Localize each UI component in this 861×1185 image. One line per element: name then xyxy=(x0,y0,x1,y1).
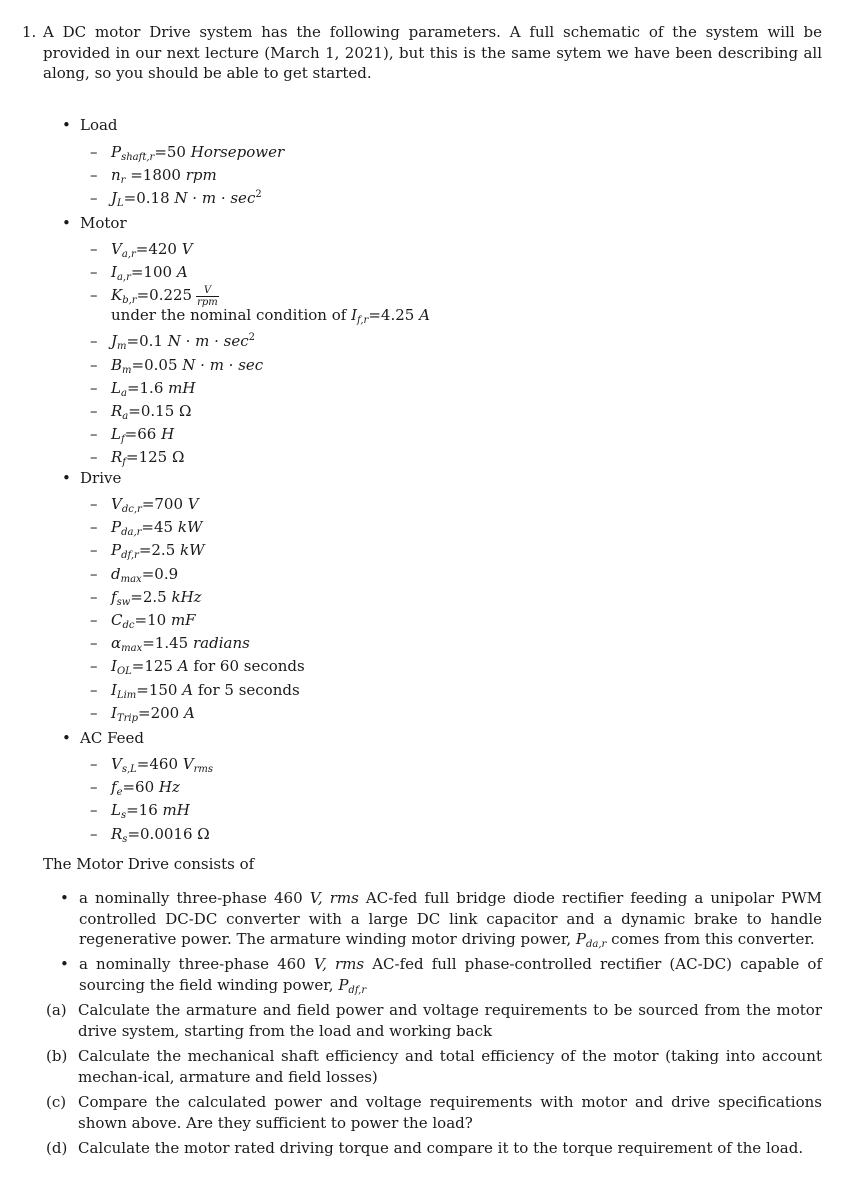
bullet-icon: • xyxy=(62,214,71,232)
param-item: – $R_a=0.15$ Ω xyxy=(90,401,192,422)
param-item: – $J_m=0.1$ $N \cdot m \cdot \sec^2$ xyxy=(90,332,256,353)
bullet-icon: • xyxy=(60,889,69,907)
bullet-icon: • xyxy=(62,116,71,134)
param-item: – $I_{Trip}=200$ A xyxy=(90,703,195,724)
nominal-condition: under the nominal condition of $I_{f,r}=4.25$ A xyxy=(111,306,430,327)
drive-parameters xyxy=(90,493,305,725)
param-item: – $\alpha_{max}=1.45$ radians xyxy=(90,634,250,655)
drive-description: The Motor Drive consists of xyxy=(43,855,255,873)
section-title: AC Feed xyxy=(80,729,145,747)
section-drive xyxy=(62,469,121,487)
param-item: – $L_a=1.6$ mH xyxy=(90,378,196,399)
param-item: – $K_{b,r}=0.225$ $\frac{V}{\text{rpm}}$ under the nominal condition of $I_{f,r}=4.25$ A xyxy=(90,284,430,327)
param-item: – $L_f=66$ H xyxy=(90,425,175,446)
section-ac-feed xyxy=(62,729,144,747)
param-item: – $L_s=16$ mH xyxy=(90,801,190,822)
question-d: (d) Calculate the motor rated driving torque and compare it to the torque requirement of the load. xyxy=(46,1139,804,1157)
section-title: Drive xyxy=(80,469,122,487)
section-title: Load xyxy=(80,116,118,134)
param-item: – $V_{a,r}=420$ V xyxy=(90,240,193,260)
section-load xyxy=(62,116,118,134)
bullet-icon: • xyxy=(60,955,69,973)
question-a: (a) Calculate the armature and field power and voltage requirements to be sourced from the motor drive system, starting from the load and working back xyxy=(46,1001,822,1040)
param-item: – $B_m=0.05$ N · m · sec xyxy=(90,355,264,376)
param-item: – $I_{Lim}=150$ A for 5 seconds xyxy=(90,680,300,701)
param-item: – $V_{s,L}=460$ $V_{rms}$ xyxy=(90,755,214,775)
bullet-icon: • xyxy=(62,729,71,747)
section-motor xyxy=(62,214,127,232)
problem-intro xyxy=(22,22,822,84)
param-item: – $R_s=0.0016$ Ω xyxy=(90,824,210,845)
load-parameters xyxy=(90,141,284,211)
param-item: – $R_f=125$ Ω xyxy=(90,448,185,469)
bullet-icon: • xyxy=(62,469,71,487)
param-item: – $P_{da,r}=45$ kW xyxy=(90,518,203,539)
param-item: – $f_{sw}=2.5$ kHz xyxy=(90,587,202,608)
problem-intro-text: A DC motor Drive system has the following parameters. A full schematic of the system will be provided in our next lecture (March 1, 2021), but this is the same sytem we have been describing all along, so you should be able to get started. xyxy=(43,23,822,82)
section-title: Motor xyxy=(80,214,127,232)
param-item: – $J_L=0.18$ $N \cdot m \cdot \sec^2$ xyxy=(90,189,262,210)
ac-feed-parameters xyxy=(90,753,213,846)
problem-number: 1. xyxy=(22,23,37,41)
param-item: – $P_{df,r}=2.5$ kW xyxy=(90,541,205,562)
drive-bullet: • a nominally three-phase 460 V, rms AC-fed full phase-controlled rectifier (AC-DC) capable of sourcing the field winding power, $P_{df,r}$ xyxy=(60,955,822,996)
drive-bullet: • a nominally three-phase 460 V, rms AC-fed full bridge diode rectifier feeding a unipolar PWM controlled DC-DC converter with a large DC link capacitor and a dynamic brake to handle regenerative power. The armature winding motor driving power, $P_{da,r}$ comes from this converter. xyxy=(60,889,822,950)
param-item: – $V_{dc,r}=700$ V xyxy=(90,495,199,515)
param-item: – $P_{shaft,r}=50$ Horsepower xyxy=(90,143,285,163)
motor-parameters xyxy=(90,238,430,470)
param-item: – $I_{a,r}=100$ A xyxy=(90,263,188,284)
param-item: – $f_e=60$ Hz xyxy=(90,778,180,799)
param-item: – $I_{OL}=125$ A for 60 seconds xyxy=(90,657,305,678)
param-item: – $n_r =1800$ rpm xyxy=(90,166,217,187)
question-c: (c) Compare the calculated power and voltage requirements with motor and drive specifications shown above. Are they sufficient to power the load? xyxy=(46,1093,822,1132)
fraction: $\frac{V}{\text{rpm}}$ xyxy=(197,284,218,308)
param-item: – $d_{max}=0.9$ xyxy=(90,564,179,585)
param-item: – $C_{dc}=10$ mF xyxy=(90,610,196,631)
question-b: (b) Calculate the mechanical shaft efficiency and total efficiency of the motor (taking into account mechan-ical, armature and field losses) xyxy=(46,1047,822,1086)
